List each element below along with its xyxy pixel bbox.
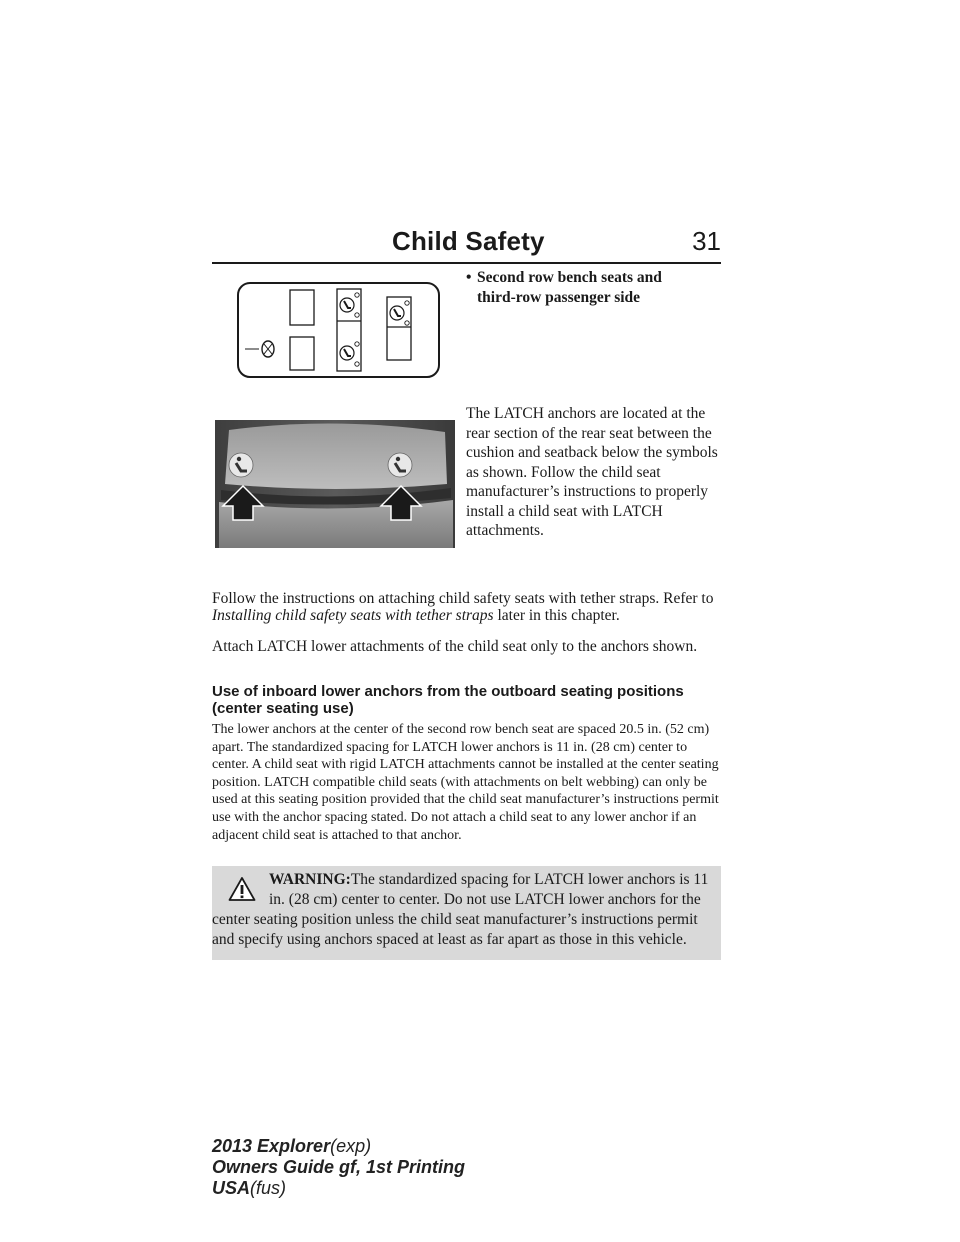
warning-box [212, 866, 721, 960]
tether-instructions-end: later in this chapter. [493, 607, 620, 624]
footer-market-code: (fus) [250, 1178, 287, 1198]
tether-instructions-text: Follow the instructions on attaching child safety seats with tether straps. Refer to [212, 590, 714, 607]
footer-market: USA [212, 1178, 251, 1198]
lower-anchors-paragraph: The lower anchors at the center of the second row bench seat are spaced 20.5 in. (52 cm) apart. The standardized spacing for LATCH lower anchors is 11 in. (28 cm) center to center. A child seat with rigid LATCH attachments cannot be installed at the center seating position. LATCH compatible child seats (with attachments on belt webbing) can only be used at this seating position provided that the child seat manufacturer’s instructions permit use with the anchor spacing stated. Do not attach a child seat to any lower anchor if an adjacent child seat is attached to that anchor. [212, 722, 719, 843]
front-seat-driver [290, 337, 314, 370]
footer-model: 2013 Explorer [212, 1136, 331, 1156]
child-seat-symbol-icon [229, 453, 253, 477]
warning-text [212, 870, 712, 950]
bullet-marker: • [466, 269, 472, 286]
page-footer [212, 1136, 465, 1199]
footer-model-code: (exp) [330, 1136, 372, 1156]
warning-body: The standardized spacing for LATCH lower anchors is 11 in. (28 cm) center to center. Do not use LATCH lower anchors for the center seating position unless the child seat manufacturer’s instructions permit and specify using anchors spaced at least as far apart as those in this vehicle. [212, 871, 709, 948]
footer-guide: Owners Guide gf, 1st Printing [212, 1157, 466, 1177]
latch-anchor-photo [215, 420, 455, 548]
page-header [212, 226, 721, 264]
page-number: 31 [692, 226, 721, 256]
subheading: Use of inboard lower anchors from the outboard seating positions (center seating use) [212, 683, 684, 717]
bullet-item [466, 268, 726, 308]
child-seat-symbol-icon [388, 453, 412, 477]
bullet-line-2: third-row passenger side [477, 289, 641, 306]
front-seat-passenger [290, 290, 314, 325]
warning-label: WARNING: [269, 871, 351, 888]
seating-diagram [237, 282, 440, 378]
section-title: Child Safety [392, 226, 545, 256]
latch-description: The LATCH anchors are located at the rear section of the rear seat between the cushion and seatback below the symbols as shown. Follow the child seat manufacturer’s instructions to properly install a child seat with LATCH attachments. [466, 405, 718, 539]
attach-paragraph: Attach LATCH lower attachments of the child seat only to the anchors shown. [212, 638, 698, 655]
bullet-line-1: Second row bench seats and [477, 269, 662, 286]
cross-reference: Installing child safety seats with tether straps [212, 607, 494, 624]
tether-instructions-paragraph [212, 590, 727, 624]
